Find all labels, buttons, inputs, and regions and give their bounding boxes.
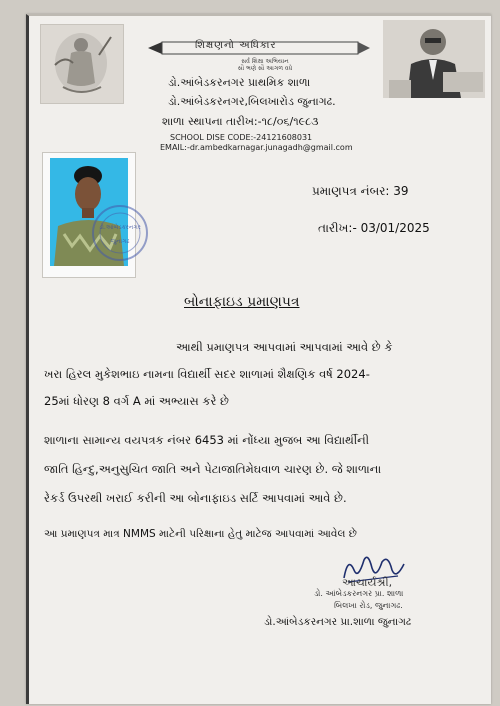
dise-code: SCHOOL DISE CODE:-24121608031 [170, 133, 313, 142]
body-line-5: જાતિ હિન્દુ,અનુસુચિત જાતિ અને પેટાજાતિમેઘવાળ ચારણ છે. જે શાળાના [44, 462, 382, 476]
body-line-2: ખરા હિરલ મુકેશભાઇ નામના વિદ્યાર્થી સદર શાળામાં શૈક્ષણિક વર્ષ 2024- [44, 367, 370, 381]
body-line-7: આ પ્રમાણપત્ર માત્ર NMMS માટેની પરિક્ષાના હેતુ માટેજ આપવામાં આવેલ છે [44, 528, 357, 540]
certificate-title: બોનાફાઇડ પ્રમાણપત્ર [184, 294, 300, 310]
principal-title: આચાર્યશ્રી, [342, 576, 393, 589]
stamp-line-1: ડો.આંબેડકરનગર [99, 224, 141, 231]
body-line-3: 25માં ધોરણ 8 વર્ગ A માં અભ્યાસ કરે છે [44, 394, 229, 408]
body-line-1: આથી પ્રમાણપત્ર આપવામાં આપવામાં આવે છે કે [176, 340, 393, 354]
body-line-6: રેકર્ડ ઉપરથી ખરાઈ કરીની આ બોનાફાઇડ સર્ટિ આપવામાં આવે છે. [44, 491, 347, 505]
establishment-date: શાળા સ્થાપના તારીખ:-૧૮/૦૬/૧૯૮૩ [162, 115, 319, 128]
body-line-4: શાળાના સામાન્ય વયપત્રક નંબર 6453 માં નોંધ્યા મુજબ આ વિદ્યાર્થીની [44, 433, 369, 447]
school-name: ડો.આંબેડકરનગર પ્રાથમિક શાળા [168, 76, 311, 89]
school-address: ડો.આંબેડકરનગર,બિલખારોડ જુનાગઢ. [168, 95, 336, 108]
saraswati-emblem-image [40, 24, 124, 104]
motto-line-1: સર્વ શિક્ષા અભિયાન [241, 58, 289, 65]
school-email: EMAIL:-dr.ambedkarnagar.junagadh@gmail.com [160, 143, 353, 152]
motto-line-2: સૌ ભણે સૌ આગળ વધે [237, 65, 293, 72]
school-rubber-stamp [92, 205, 148, 261]
stamp-line-2: જુનાગઢ [110, 238, 130, 245]
signature-stamp-line-1: ડો. આંબેડકરનગર પ્રા. શાળા [314, 589, 404, 598]
certificate-date: તારીખ:- 03/01/2025 [318, 221, 430, 235]
ambedkar-portrait-image [383, 20, 485, 98]
signature-school-name: ડો.આંબેડકરનગર પ્રા.શાળા જુનાગઢ [264, 616, 412, 628]
certificate-number: પ્રમાણપત્ર નંબર: 39 [312, 184, 409, 198]
motto [190, 58, 340, 72]
banner-title: શિક્ષણનો અધિકાર [195, 40, 277, 51]
signature-stamp-line-2: બિલખા રોડ, જુનાગઢ. [334, 601, 403, 610]
